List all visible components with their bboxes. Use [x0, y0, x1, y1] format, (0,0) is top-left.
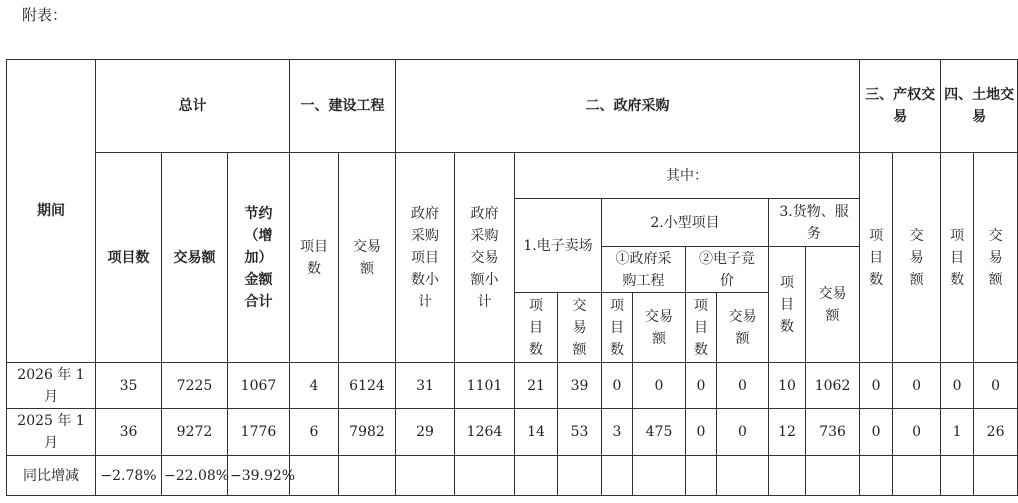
table-cell: 21 — [515, 363, 558, 409]
table-cell: 1101 — [455, 363, 515, 409]
table-cell — [686, 456, 717, 496]
table-cell — [893, 456, 941, 496]
table-cell: 12 — [769, 409, 806, 456]
table-cell: 0 — [974, 363, 1018, 409]
header-property-items: 项目数 — [860, 153, 893, 363]
table-cell — [974, 456, 1018, 496]
table-cell: 7225 — [162, 363, 228, 409]
table-cell: 4 — [290, 363, 339, 409]
header-small-e-bidding: ②电子竞价 — [686, 247, 769, 293]
table-cell: 9272 — [162, 409, 228, 456]
table-cell — [290, 456, 339, 496]
table-cell: 1776 — [228, 409, 290, 456]
table-cell: 10 — [769, 363, 806, 409]
header-construction-amount: 交易额 — [339, 153, 396, 363]
table-cell — [396, 456, 455, 496]
table-cell: 0 — [717, 363, 769, 409]
caption: 附表： — [22, 6, 68, 24]
table-cell: 35 — [96, 363, 162, 409]
header-property-amount: 交易额 — [893, 153, 941, 363]
header-e-mall-items: 项目数 — [515, 293, 558, 363]
table-cell — [717, 456, 769, 496]
header-total: 总计 — [96, 60, 290, 153]
header-of-which: 其中： — [515, 153, 860, 199]
header-total-amount: 交易额 — [162, 153, 228, 363]
header-small-projects: 2.小型项目 — [602, 199, 769, 247]
table-cell: 14 — [515, 409, 558, 456]
header-small-gov-engineering: ①政府采购工程 — [602, 247, 686, 293]
table-cell: 7982 — [339, 409, 396, 456]
header-e-bid-items: 项目数 — [686, 293, 717, 363]
table-cell: 0 — [860, 409, 893, 456]
table-cell: 1264 — [455, 409, 515, 456]
table-cell: 0 — [686, 363, 717, 409]
header-construction: 一、建设工程 — [290, 60, 396, 153]
table-cell — [455, 456, 515, 496]
table-cell — [339, 456, 396, 496]
table-cell: 29 — [396, 409, 455, 456]
header-goods-amount: 交易额 — [806, 247, 860, 363]
table-cell: 475 — [633, 409, 686, 456]
table-cell: 26 — [974, 409, 1018, 456]
table-cell: 736 — [806, 409, 860, 456]
header-e-bid-amount: 交易额 — [717, 293, 769, 363]
table-cell: 0 — [602, 363, 633, 409]
header-gov-eng-items: 项目数 — [602, 293, 633, 363]
table-cell: −2.78% — [96, 456, 162, 496]
table-cell: 0 — [686, 409, 717, 456]
table-cell: 1067 — [228, 363, 290, 409]
table-cell: 0 — [941, 363, 974, 409]
table-cell: 0 — [860, 363, 893, 409]
header-total-items: 项目数 — [96, 153, 162, 363]
table-cell: 39 — [558, 363, 602, 409]
table-cell: 0 — [717, 409, 769, 456]
table-cell: 36 — [96, 409, 162, 456]
header-gov-procurement: 二、政府采购 — [396, 60, 860, 153]
table-cell — [558, 456, 602, 496]
table-cell — [633, 456, 686, 496]
table-row — [7, 409, 1018, 456]
header-goods-services: 3.货物、服务 — [769, 199, 860, 247]
table-row — [7, 456, 1018, 496]
row-period: 2025 年 1 月 — [7, 409, 96, 456]
header-period: 期间 — [7, 60, 96, 363]
row-period: 同比增减 — [7, 456, 96, 496]
table-cell: 3 — [602, 409, 633, 456]
table-cell: 53 — [558, 409, 602, 456]
header-property: 三、产权交易 — [860, 60, 941, 153]
table-cell — [806, 456, 860, 496]
header-land-items: 项目数 — [941, 153, 974, 363]
table-cell: −22.08% — [162, 456, 228, 496]
table-cell — [515, 456, 558, 496]
header-land: 四、土地交易 — [941, 60, 1018, 153]
table-row — [7, 363, 1018, 409]
row-period: 2026 年 1 月 — [7, 363, 96, 409]
header-gov-amount-subtotal: 政府采购交易额小计 — [455, 153, 515, 363]
table-cell — [769, 456, 806, 496]
header-savings: 节约（增加）金额合计 — [228, 153, 290, 363]
header-goods-items: 项目数 — [769, 247, 806, 363]
table-cell — [941, 456, 974, 496]
table-cell: −39.92% — [228, 456, 290, 496]
header-construction-items: 项目数 — [290, 153, 339, 363]
table-cell: 0 — [633, 363, 686, 409]
table-cell: 1 — [941, 409, 974, 456]
header-gov-items-subtotal: 政府采购项目数小计 — [396, 153, 455, 363]
table-cell: 6124 — [339, 363, 396, 409]
statistics-table — [6, 59, 1018, 496]
table-cell: 31 — [396, 363, 455, 409]
table-cell: 0 — [893, 409, 941, 456]
table-cell — [602, 456, 633, 496]
table-cell: 6 — [290, 409, 339, 456]
table-cell: 0 — [893, 363, 941, 409]
header-gov-eng-amount: 交易额 — [633, 293, 686, 363]
table-cell — [860, 456, 893, 496]
header-e-mall: 1.电子卖场 — [515, 199, 602, 293]
table-cell: 1062 — [806, 363, 860, 409]
header-e-mall-amount: 交易额 — [558, 293, 602, 363]
header-land-amount: 交易额 — [974, 153, 1018, 363]
